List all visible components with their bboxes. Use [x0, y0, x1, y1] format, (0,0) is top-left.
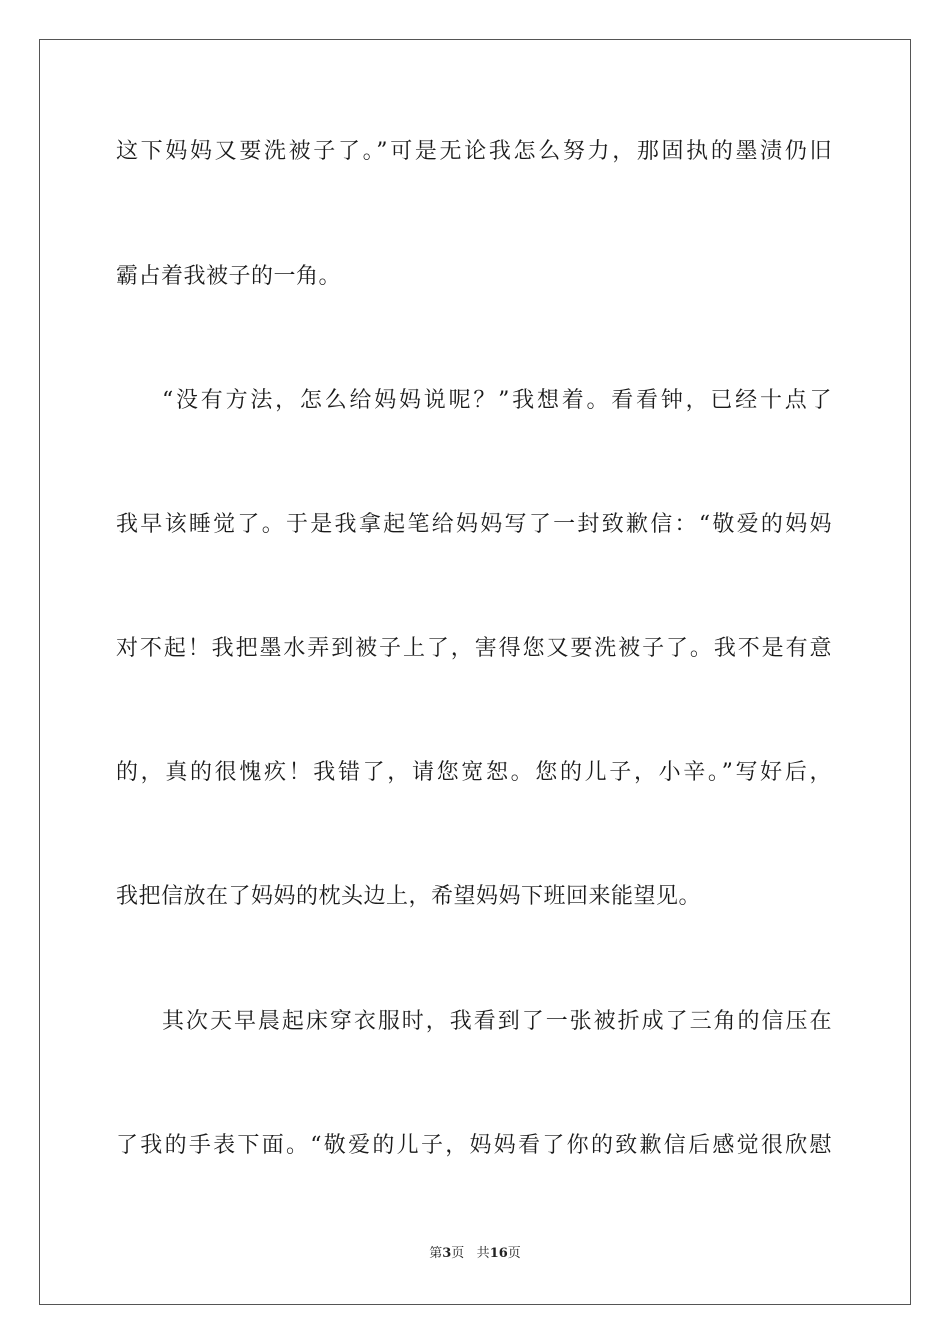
footer-total-prefix: 共 [476, 1246, 490, 1261]
paragraph-line-4: 我早该睡觉了。于是我拿起笔给妈妈写了一封致歉信：“敬爱的妈妈 [116, 512, 832, 537]
footer-total-suffix: 页 [507, 1246, 521, 1261]
footer-page-prefix: 第 [429, 1246, 443, 1261]
paragraph-line-5: 对不起！我把墨水弄到被子上了，害得您又要洗被子了。我不是有意 [116, 636, 832, 661]
footer-total-pages: 16 [489, 1246, 508, 1261]
paragraph-line-6: 的，真的很愧疚！我错了，请您宽恕。您的儿子，小辛。”写好后， [116, 760, 832, 785]
paragraph-line-7: 我把信放在了妈妈的枕头边上，希望妈妈下班回来能望见。 [116, 884, 702, 909]
paragraph-line-1: 这下妈妈又要洗被子了。”可是无论我怎么努力，那固执的墨渍仍旧 [116, 139, 832, 164]
page-border [39, 39, 911, 1305]
paragraph-line-2: 霸占着我被子的一角。 [116, 264, 342, 289]
paragraph-line-3: “没有方法，怎么给妈妈说呢？”我想着。看看钟，已经十点了 [162, 388, 832, 413]
footer-page-suffix: 页 [451, 1246, 465, 1261]
paragraph-line-9: 了我的手表下面。“敬爱的儿子，妈妈看了你的致歉信后感觉很欣慰 [116, 1133, 832, 1158]
page-footer [0, 1245, 950, 1263]
footer-current-page: 3 [442, 1246, 452, 1261]
paragraph-line-8: 其次天早晨起床穿衣服时，我看到了一张被折成了三角的信压在 [162, 1009, 832, 1034]
